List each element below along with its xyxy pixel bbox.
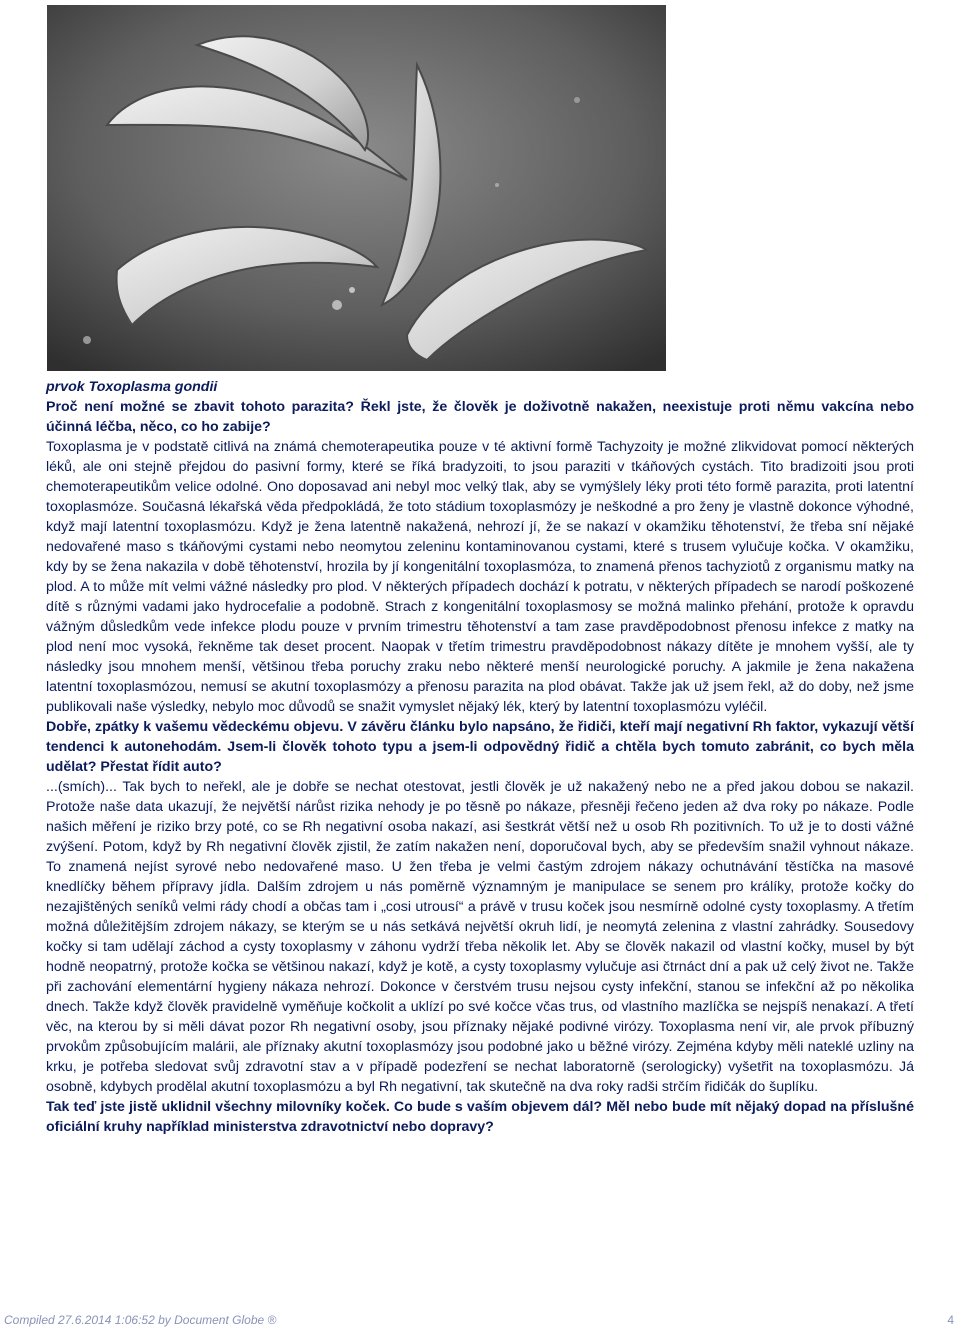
- compiled-info: Compiled 27.6.2014 1:06:52 by Document Globe ®: [4, 1313, 277, 1327]
- question-3: Tak teď jste jistě uklidnil všechny milovníky koček. Co bude s vaším objevem dál? Měl nebo bude mít nějaký dopad na příslušné oficiální kruhy například ministerstva zdravotnictví nebo dopravy?: [46, 1099, 914, 1135]
- image-caption: prvok Toxoplasma gondii: [46, 379, 218, 395]
- micrograph-image: [47, 5, 666, 371]
- toxoplasma-micrograph: [47, 5, 666, 371]
- answer-2: ...(smích)... Tak bych to neřekl, ale je dobře se nechat otestovat, jestli člověk je už nakažený nebo ne a před jakou dobou se nakazil. Protože naše data ukazují, že největší nárůst rizika nehody je po těsně po nákaze, přesněji řečeno jeden až dva roky po nákaze. Podle našich měření je riziko brzy poté, co se Rh negativní osoba nakazí, asi šestkrát větší než u osob Rh pozitivních. To už je to dosti vážné zvýšení. Potom, když by Rh negativní člověk zjistil, že zatím nakažen není, doporučoval bych, aby se především snažil vyhnout nákaze. To znamená nejíst syrové nebo nedovařené maso. U žen třeba je velmi častým zdrojem nákazy ochutnávání těstíčka na masové knedlíčky během přípravy jídla. Dalším zdrojem u nás poměrně významným je manipulace se senem pro králíky, protože kočky do nezajištěných seníků velmi rády chodí a občas tam i „cosi utrousí“ a právě v trusu koček jsou nesmírně odolné cysty toxoplasmy. A třetím možná důležitějším zdrojem nákazy, se kterým se u nás setkává největší okruh lidí, je neomytá zelenina z vlastní zahrádky. Sousedovy kočky si tam udělají záchod a cysty toxoplasmy v záhonu vydrží třeba několik let. Aby se člověk nakazil od vlastní kočky, musel by být hodně neopatrný, protože kočka se většinou nakazí, když je kotě, a cysty toxoplasmy vylučuje asi čtrnáct dní a pak už celý život ne. Takže při zachování elementární hygieny nákaza nehrozí. Dokonce v čerstvém trusu nejsou cysty infekční, stanou se infekční až po několika dnech. Takže když člověk pravidelně vyměňuje kočkolit a uklízí po své kočce včas trus, od vlastního mazlíčka se nejspíš nenakazí. A třetí věc, na kterou by si měli dávat pozor Rh negativní osoby, jsou příznaky nějaké podivné virózy. Toxoplasma není vir, ale prvok příbuzný prvokům způsobujícím malárii, ale příznaky akutní toxoplasmózy jsou podobné jako u běžné virózy. Zejména kdyby měli nateklé uzliny na krku, je potřeba sledovat svůj zdravotní stav a v případě podezření se nechat laboratorně (serologicky) vyšetřit na toxoplasmózu. Já osobně, kdybych prodělal akutní toxoplasmózu a byl Rh negativní, tak skutečně na dva roky radši strčím řidičák do šuplíku.: [46, 779, 914, 1095]
- answer-1: Toxoplasma je v podstatě citlivá na známá chemoterapeutika pouze v té aktivní formě Tachyzoity je možné zlikvidovat pomocí některých léků, ale oni stejně přejdou do pasivní formy, které se říká bradyzoiti, to jsou paraziti v tkáňových cystách. Tito bradizoiti jsou proti chemoterapeutikům velice odolné. Ono doposavad ani nebyl moc velký tlak, aby se vymýšlely léky proti této formě parazita, proti latentní toxoplasmóze. Současná lékařská věda předpokládá, že toto stádium toxoplasmózy je neškodné a pro ženy je vlastně dokonce výhodné, když mají latentní toxoplasmózu. Když je žena latentně nakažená, nehrozí jí, že se nakazí v okamžiku těhotenství, že třeba sní nějaké nedovařené maso s tkáňovými cystami nebo neomytou zeleninu kontaminovanou cystami, které s trusem vylučuje kočka. V okamžiku, kdy by se žena nakazila v době těhotenství, hrozila by jí kongenitální toxoplasmóza, to znamená přenos tachyziotů z organismu matky na plod. A to může mít velmi vážné následky pro plod. V některých případech dochází k potratu, v některých případech se narodí poškozené dítě s různými vadami jako hydrocefalie a podobně. Strach z kongenitální toxoplasmosy se možná malinko přehání, protože k opravdu vážným důsledkům vede infekce plodu pouze v prvním trimestru těhotenství a tam zase pravděpodobnost přenosu infekce z matky na plod není moc vysoká, řekněme tak deset procent. Naopak v třetím trimestru pravděpodobnost nákazy dítěte je mnohem vyšší, ale ty následky jsou mnohem menší, většinou třeba poruchy zraku nebo některé menší neurologické poruchy. A jakmile je žena nakažena latentní toxoplasmózou, nemusí se akutní toxoplasmózy a přenosu parazita na plod obávat. Takže jak už jsem řekl, až do doby, než jsme publikovali naše výsledky, nebylo moc důvodů se snažit vymyslet nějaký lék, který by latentní toxoplasmózu vyléčil.: [46, 439, 914, 715]
- page-footer: [4, 1313, 954, 1327]
- page-number: 4: [947, 1313, 954, 1327]
- question-2: Dobře, zpátky k vašemu vědeckému objevu. V závěru článku bylo napsáno, že řidiči, kteří mají negativní Rh faktor, vykazují větší tendenci k autonehodám. Jsem-li člověk tohoto typu a jsem-li odpovědný řidič a chtěla bych tomuto zabránit, co bych měla udělat? Přestat řídit auto?: [46, 719, 914, 775]
- question-1: Proč není možné se zbavit tohoto parazita? Řekl jste, že člověk je doživotně nakažen, neexistuje proti němu vakcína nebo účinná léčba, něco, co ho zabije?: [46, 399, 914, 435]
- article-body: [46, 377, 914, 1137]
